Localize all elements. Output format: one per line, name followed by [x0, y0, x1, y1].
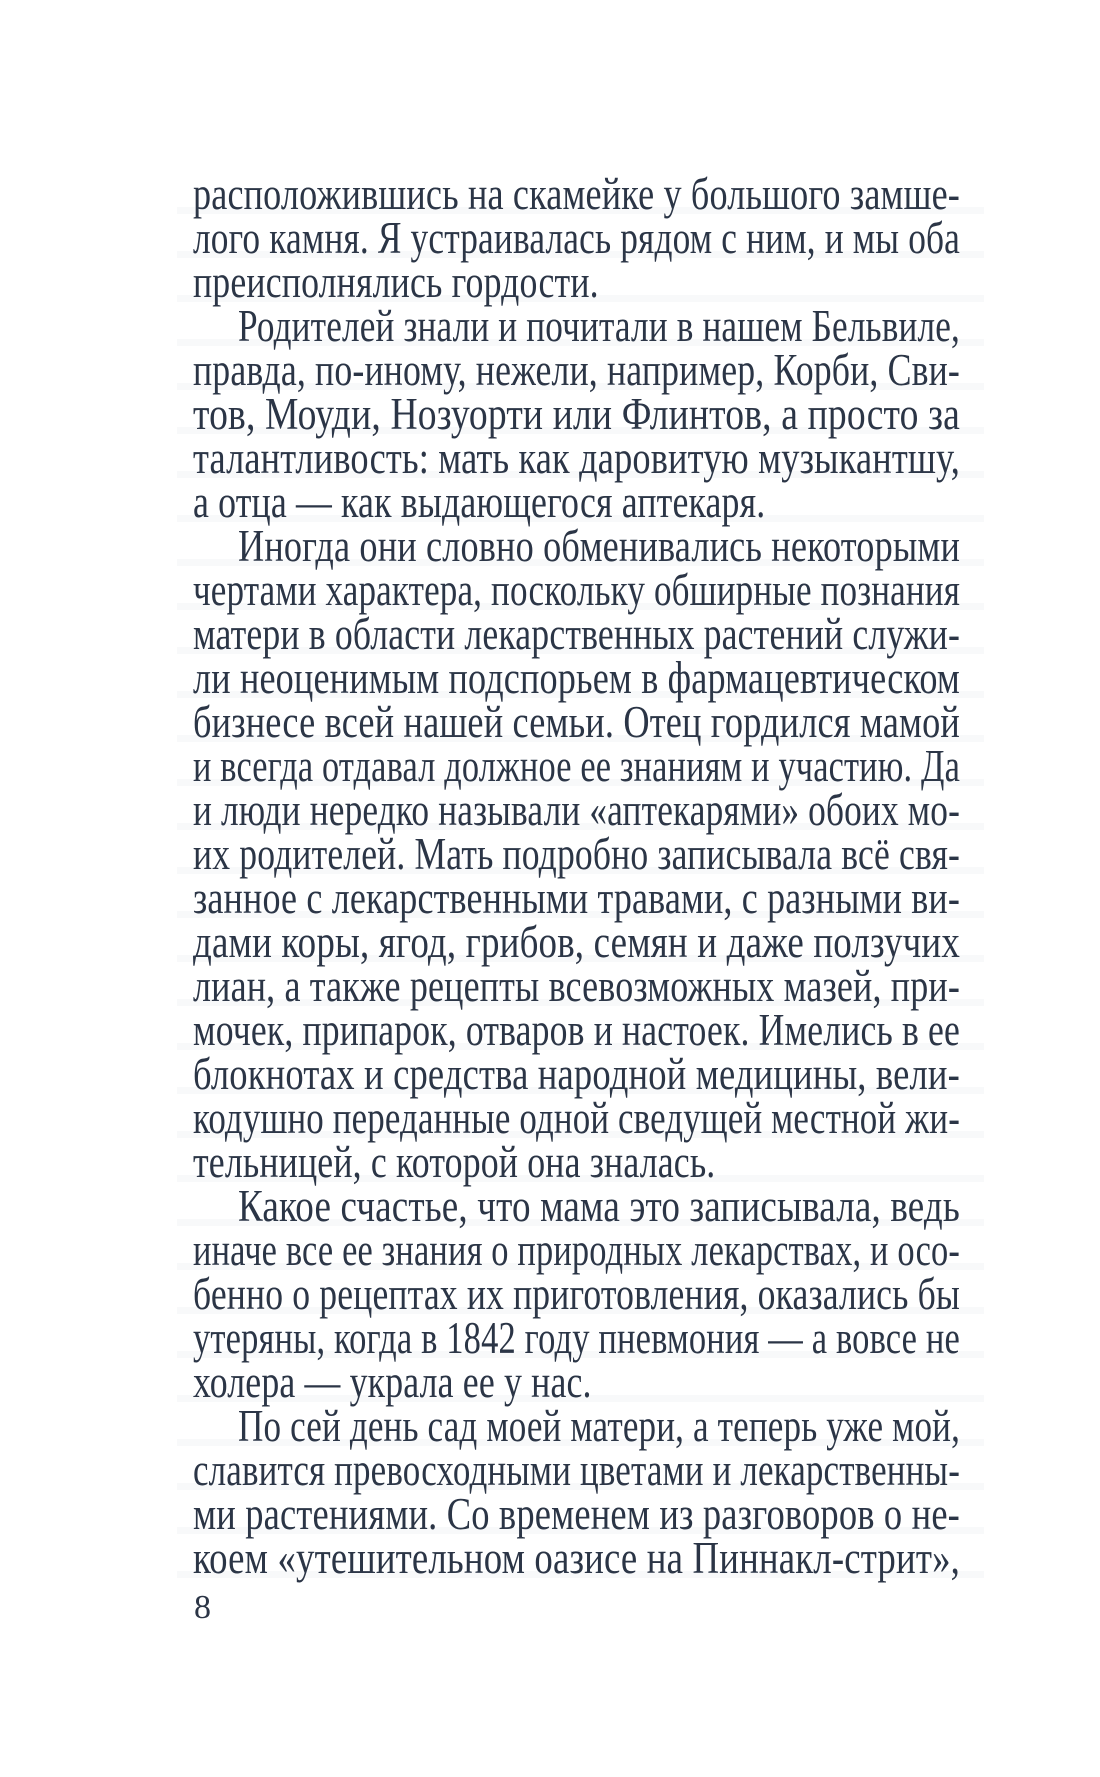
text-line-content: преисполнялись гордости. [193, 257, 599, 307]
text-line-content: кодушно переданные одной сведущей местной жи- [193, 1093, 960, 1143]
page-number: 8 [194, 1589, 211, 1626]
text-line-content: их родителей. Мать подробно записывала всё свя- [193, 829, 960, 879]
text-line [193, 169, 960, 219]
text-line [193, 1181, 960, 1231]
text-line-content: талантливость: мать как даровитую музыкантшу, [193, 433, 960, 483]
text-line-content: тельницей, с которой она зналась. [193, 1137, 716, 1187]
text-line-content: Какое счастье, что мама это записывала, ведь [238, 1181, 960, 1231]
text-line [193, 433, 960, 483]
text-line-content: матери в области лекарственных растений служи- [193, 609, 960, 659]
text-line [193, 1225, 960, 1275]
text-line [193, 1533, 960, 1583]
text-line [193, 257, 960, 307]
text-line-content: и люди нередко называли «аптекарями» обоих мо- [193, 785, 960, 835]
text-line-content: ми растениями. Со временем из разговоров о не- [193, 1489, 960, 1539]
text-line-content: По сей день сад моей матери, а теперь уже мой, [238, 1401, 960, 1451]
text-line [193, 873, 960, 923]
text-line-content: тов, Моуди, Нозуорти или Флинтов, а просто за [193, 389, 960, 439]
text-line [193, 1401, 960, 1451]
text-line [193, 961, 960, 1011]
text-line [193, 785, 960, 835]
text-line [193, 1005, 960, 1055]
text-line-content: Иногда они словно обменивались некоторыми [238, 521, 960, 571]
text-line [193, 1445, 960, 1495]
text-line-content: Родителей знали и почитали в нашем Бельвиле, [238, 301, 960, 351]
text-line-content: занное с лекарственными травами, с разными ви- [193, 873, 960, 923]
text-line-content: иначе все ее знания о природных лекарствах, и осо- [193, 1225, 960, 1275]
text-line [193, 1093, 960, 1143]
text-line-content: бизнесе всей нашей семьи. Отец гордился мамой [193, 697, 960, 747]
text-line-content: ли неоценимым подспорьем в фармацевтическом [193, 653, 960, 703]
text-line [193, 1489, 960, 1539]
text-line [193, 609, 960, 659]
text-line [193, 741, 960, 791]
text-line-content: и всегда отдавал должное ее знаниям и участию. Да [193, 741, 960, 791]
text-line-content: чертами характера, поскольку обширные познания [193, 565, 960, 615]
text-line-content: бенно о рецептах их приготовления, оказались бы [193, 1269, 960, 1319]
text-line [193, 389, 960, 439]
text-line-content: холера — украла ее у нас. [193, 1357, 592, 1407]
text-line [193, 565, 960, 615]
text-line [193, 345, 960, 395]
text-line-content: мочек, припарок, отваров и настоек. Имелись в ее [193, 1005, 960, 1055]
text-line-content: расположившись на скамейке у большого замше- [193, 169, 960, 219]
text-line [193, 1137, 960, 1187]
text-line-content: блокнотах и средства народной медицины, вели- [193, 1049, 960, 1099]
text-line [193, 521, 960, 571]
text-line [193, 1269, 960, 1319]
text-line-content: а отца — как выдающегося аптекаря. [193, 477, 766, 527]
text-line [193, 1313, 960, 1363]
text-line [193, 1049, 960, 1099]
text-line [193, 653, 960, 703]
text-line-content: лиан, а также рецепты всевозможных мазей, при- [193, 961, 960, 1011]
text-line-content: лого камня. Я устраивалась рядом с ним, и мы оба [193, 213, 960, 263]
text-line [193, 477, 960, 527]
text-line [193, 697, 960, 747]
text-line-content: правда, по-иному, нежели, например, Корби, Сви- [193, 345, 960, 395]
text-line-content: коем «утешительном оазисе на Пиннакл-стрит», [193, 1533, 960, 1583]
text-line-content: славится превосходными цветами и лекарственны- [193, 1445, 960, 1495]
text-line-content: дами коры, ягод, грибов, семян и даже ползучих [193, 917, 960, 967]
text-line [193, 301, 960, 351]
text-line [193, 213, 960, 263]
text-line [193, 1357, 960, 1407]
page-text [193, 169, 960, 1583]
text-line [193, 917, 960, 967]
text-line [193, 829, 960, 879]
text-line-content: утеряны, когда в 1842 году пневмония — а вовсе не [193, 1313, 960, 1363]
